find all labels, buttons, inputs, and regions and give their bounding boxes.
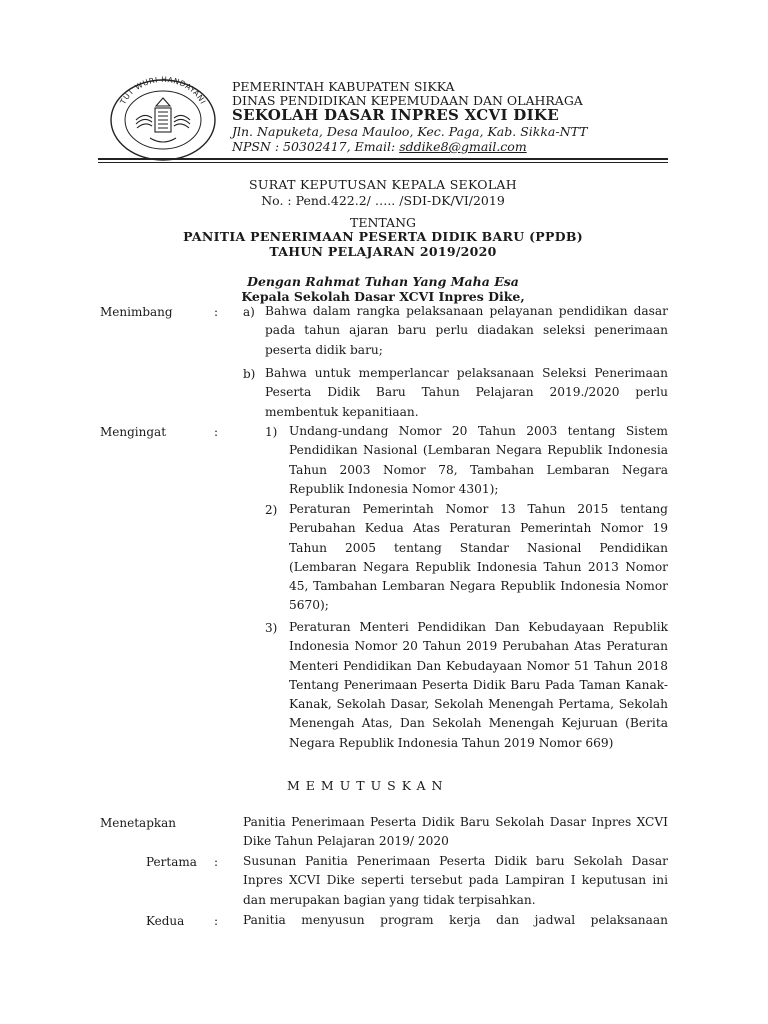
mengingat-item-3: Peraturan Menteri Pendidikan Dan Kebudayaan Republik Indonesia Nomor 20 Tahun 2019 Perubahan Atas Peraturan Menteri Pendidikan Dan Kebudayaan Nomor 51 Tahun 2018 Tentang Penerimaan Peserta Didik Baru Pada Taman Kanak-Kanak, Sekolah Dasar, Sekolah Menengah Pertama, Sekolah Menengah Atas, Dan Sekolah Menengah Kejuruan (Berita Negara Republik Indonesia Tahun 2019 Nomor 669) — [289, 620, 668, 750]
mengingat-item-1: Undang-undang Nomor 20 Tahun 2003 tentang Sistem Pendidikan Nasional (Lembaran Negara Republik Indonesia Tahun 2003 Nomor 78, Tambahan Lembaran Negara Republik Indonesia Nomor 4301); — [289, 424, 668, 496]
mengingat-item-2: Peraturan Pemerintah Nomor 13 Tahun 2015 tentang Perubahan Kedua Atas Peraturan Pemerintah Nomor 19 Tahun 2005 tentang Standar Nasional Pendidikan (Lembaran Negara Republik Indonesia Tahun 2013 Nomor 45, Tambahan Lembaran Negara Republik Indonesia Nomor 5670); — [289, 502, 668, 613]
pertama-label: Pertama — [146, 855, 197, 869]
kedua-colon: : — [214, 914, 219, 928]
svg-text:TUT WURI HANDAYANI: TUT WURI HANDAYANI — [118, 76, 208, 106]
letterhead-address: Jln. Napuketa, Desa Mauloo, Kec. Paga, Kab. Sikka-NTT — [232, 124, 588, 139]
subject-line-1: PANITIA PENERIMAAN PESERTA DIDIK BARU (PPDB) — [183, 229, 583, 244]
preamble-line-1: Dengan Rahmat Tuhan Yang Maha Esa — [247, 274, 519, 289]
menimbang-item-b: Bahwa untuk memperlancar pelaksanaan Seleksi Penerimaan Peserta Didik Baru Tahun Pelajaran 2019./2020 perlu membentuk kepanitiaan. — [265, 366, 668, 419]
mengingat-mark-1: 1) — [265, 425, 278, 439]
mengingat-mark-2: 2) — [265, 503, 278, 517]
pertama-colon: : — [214, 855, 219, 869]
menetapkan-text: Panitia Penerimaan Peserta Didik Baru Sekolah Dasar Inpres XCVI Dike Tahun Pelajaran 2019/ 2020 — [243, 815, 668, 849]
kedua-label: Kedua — [146, 914, 185, 928]
letterhead-government: PEMERINTAH KABUPATEN SIKKA — [232, 79, 455, 94]
letterhead-contact — [232, 139, 527, 154]
tut-wuri-handayani-logo — [106, 76, 220, 162]
menimbang-item-a: Bahwa dalam rangka pelaksanaan pelayanan pendidikan dasar pada tahun ajaran baru perlu diadakan seleksi penerimaan peserta didik baru; — [265, 304, 668, 357]
document-number: No. : Pend.422.2/ ….. /SDI-DK/VI/2019 — [261, 193, 505, 208]
menetapkan-label: Menetapkan — [100, 816, 177, 830]
subject-line-2: TAHUN PELAJARAN 2019/2020 — [269, 244, 497, 259]
mengingat-label: Mengingat — [100, 425, 167, 439]
header-divider-thick — [98, 158, 668, 160]
pertama-text: Susunan Panitia Penerimaan Peserta Didik baru Sekolah Dasar Inpres XCVI Dike seperti tersebut pada Lampiran I keputusan ini dan merupakan bagian yang tidak terpisahkan. — [243, 854, 668, 907]
memutuskan-heading: MEMUTUSKAN — [287, 778, 449, 793]
mengingat-mark-3: 3) — [265, 621, 278, 635]
letterhead-school-name: SEKOLAH DASAR INPRES XCVI DIKE — [232, 106, 559, 124]
menimbang-mark-a: a) — [243, 305, 255, 319]
document-type: SURAT KEPUTUSAN KEPALA SEKOLAH — [249, 177, 517, 192]
menimbang-mark-b: b) — [243, 367, 256, 381]
menimbang-label: Menimbang — [100, 305, 173, 319]
letterhead-department: DINAS PENDIDIKAN KEPEMUDAAN DAN OLAHRAGA — [232, 93, 583, 108]
preamble-line-2: Kepala Sekolah Dasar XCVI Inpres Dike, — [241, 289, 525, 304]
npsn-text: NPSN : 50302417, Email: — [232, 139, 400, 154]
tentang-heading: TENTANG — [349, 215, 416, 230]
menimbang-colon: : — [214, 305, 219, 319]
header-divider-thin — [98, 162, 668, 163]
kedua-text: Panitia menyusun program kerja dan jadwal pelaksanaan — [243, 913, 668, 927]
mengingat-colon: : — [214, 425, 219, 439]
email-link[interactable]: sddike8@gmail.com — [399, 139, 527, 154]
